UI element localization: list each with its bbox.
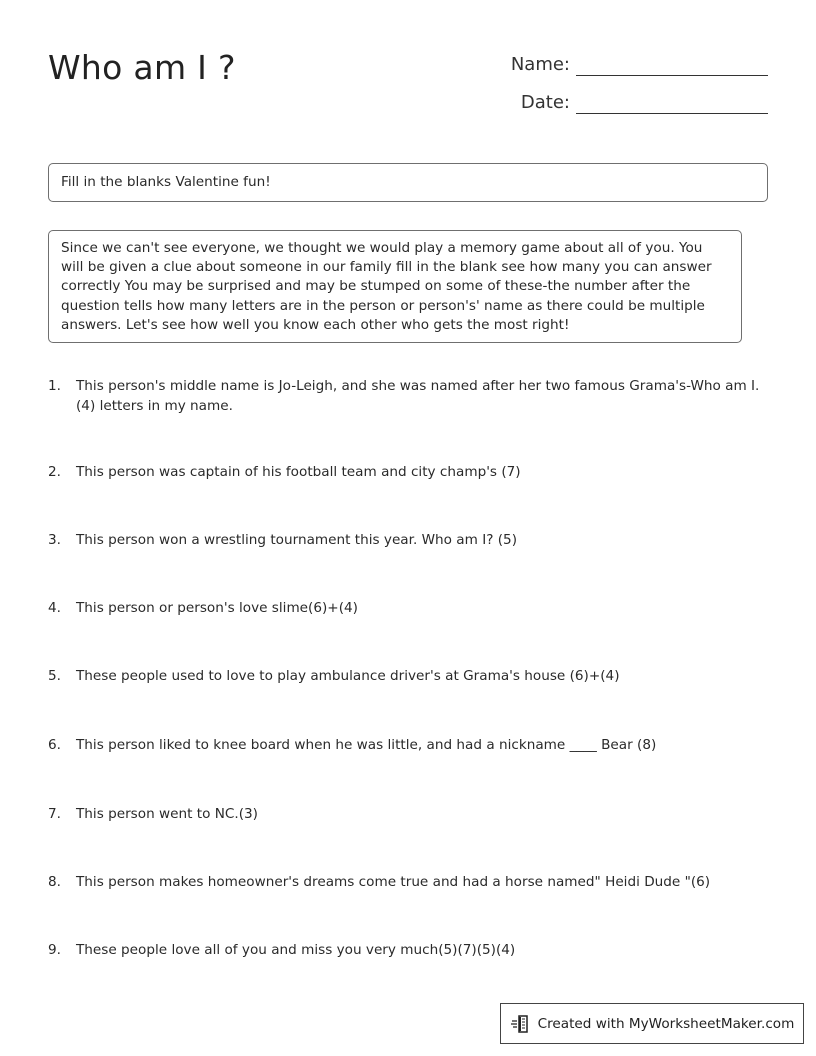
question-number: 4. — [48, 600, 61, 616]
question-text: This person or person's love slime(6)+(4) — [76, 600, 358, 616]
question-text: These people used to love to play ambulance driver's at Grama's house (6)+(4) — [76, 668, 620, 684]
date-field — [480, 92, 768, 114]
question-text: This person was captain of his football team and city champ's (7) — [76, 464, 521, 480]
question-item — [48, 872, 778, 892]
question-text: This person makes homeowner's dreams come true and had a horse named" Heidi Dude "(6) — [76, 874, 711, 890]
question-number: 3. — [48, 532, 61, 548]
question-text: This person won a wrestling tournament this year. Who am I? (5) — [76, 532, 518, 548]
question-text: This person liked to knee board when he was little, and had a nickname ____ Bear (8) — [76, 737, 657, 753]
footer-text: Created with MyWorksheetMaker.com — [537, 1015, 795, 1032]
date-blank-line[interactable] — [576, 93, 768, 114]
question-number: 2. — [48, 464, 61, 480]
question-text: This person went to NC.(3) — [76, 806, 258, 822]
question-item — [48, 598, 778, 618]
worksheet-maker-logo-icon — [510, 1013, 532, 1035]
question-item — [48, 666, 778, 686]
page-title: Who am I ? — [48, 48, 236, 87]
question-item — [48, 735, 778, 755]
question-number: 7. — [48, 806, 61, 822]
question-item — [48, 376, 778, 416]
footer-credit[interactable] — [500, 1003, 804, 1044]
instructions-box: Since we can't see everyone, we thought we would play a memory game about all of you. You will be given a clue about someone in our family fill in the blank see how many you can answer correctly You may be surprised and may be stumped on some of these-the number after the question tells how many letters are in the person or person's' name as there could be multiple answers. Let's see how well you know each other who gets the most right! — [48, 230, 742, 343]
date-label: Date: — [520, 92, 570, 113]
name-label: Name: — [510, 54, 570, 75]
question-item — [48, 804, 778, 824]
question-item — [48, 462, 778, 482]
question-number: 9. — [48, 942, 61, 958]
question-item — [48, 940, 778, 960]
question-number: 1. — [48, 378, 61, 394]
question-number: 8. — [48, 874, 61, 890]
question-text: This person's middle name is Jo-Leigh, and she was named after her two famous Grama's-Who am I. (4) letters in my name. — [76, 378, 760, 414]
question-item — [48, 530, 778, 550]
question-number: 5. — [48, 668, 61, 684]
question-text: These people love all of you and miss you very much(5)(7)(5)(4) — [76, 942, 516, 958]
name-blank-line[interactable] — [576, 55, 768, 76]
worksheet-subtitle-box: Fill in the blanks Valentine fun! — [48, 163, 768, 202]
question-number: 6. — [48, 737, 61, 753]
name-field — [480, 54, 768, 76]
